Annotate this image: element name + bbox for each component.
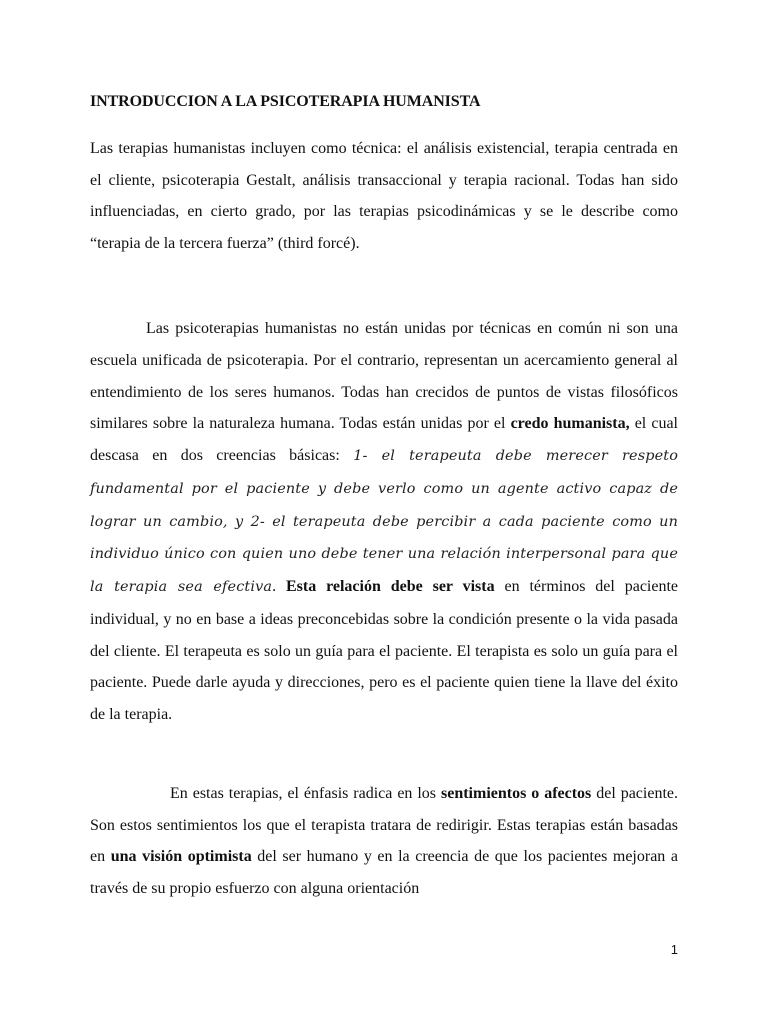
document-title: INTRODUCCION A LA PSICOTERAPIA HUMANISTA bbox=[90, 93, 481, 110]
bold-phrase-optimistic: una visión optimista bbox=[110, 848, 252, 866]
bold-phrase-feelings: sentimientos o afectos bbox=[440, 785, 592, 802]
paragraph-text: . bbox=[272, 578, 286, 595]
bold-phrase-credo: credo humanista, bbox=[510, 415, 630, 433]
paragraph-emphasis bbox=[90, 778, 678, 905]
paragraph-text: Las psicoterapias humanistas no están unidas por técnicas en común ni son una escuela unificada de psicoterapia. Por el contrario, representan un acercamiento general al entendimiento de los seres humanos. Todas han crecidos de puntos de vistas filosóficos similares sobre la naturaleza humana. Todas están unidas por el bbox=[90, 320, 678, 433]
paragraph-text: del paciente. Son estos sentimientos los que el terapista tratara de redirigir. Estas terapias están basadas en bbox=[90, 785, 679, 866]
paragraph-text: el cual descasa en dos creencias básicas: bbox=[90, 415, 679, 464]
paragraph-text: del ser humano y en la creencia de que los pacientes mejoran a través de su propio esfuerzo con alguna orientación bbox=[90, 848, 678, 898]
page-number: 1 bbox=[670, 942, 678, 957]
paragraph-intro: Las terapias humanistas incluyen como técnica: el análisis existencial, terapia centrada en el cliente, psicoterapia Gestalt, análisis transaccional y terapia racional. Todas han sido influenciadas, en cierto grado, por las terapias psicodinámicas y se le describe como “terapia de la tercera fuerza” (third forcé). bbox=[90, 140, 678, 253]
italic-beliefs: 1- el terapeuta debe merecer respeto fundamental por el paciente y debe verlo como un agente activo capaz de lograr un cambio, y 2- el terapeuta debe percibir a cada paciente como un individuo único con quien uno debe tener una relación interpersonal para que la terapia sea efectiva bbox=[90, 448, 679, 595]
paragraph-text: en términos del paciente individual, y no en base a ideas preconcebidas sobre la condición presente o la vida pasada del cliente. El terapeuta es solo un guía para el paciente. El terapista es solo un guía para el paciente. Puede darle ayuda y direcciones, pero es el paciente quien tiene la llave del éxito de la terapia. bbox=[90, 578, 679, 723]
paragraph-text: En estas terapias, el énfasis radica en los bbox=[170, 785, 441, 802]
paragraph-humanist-creed bbox=[90, 313, 678, 731]
bold-phrase-relation: Esta relación debe ser vista bbox=[285, 578, 495, 595]
